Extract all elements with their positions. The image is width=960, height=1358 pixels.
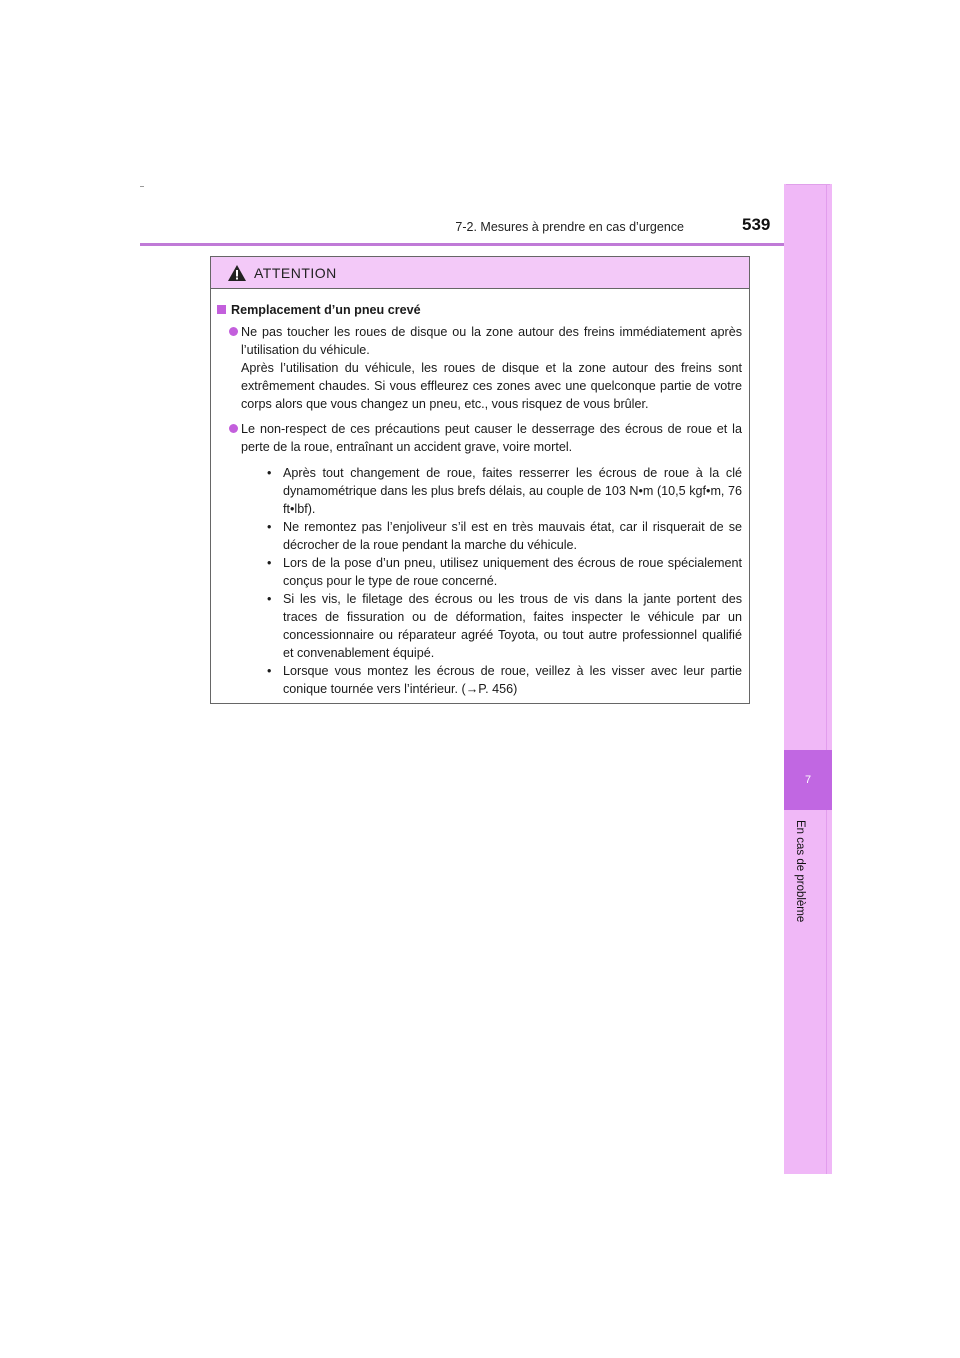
side-tab-divider <box>826 184 827 1174</box>
section-header: 7-2. Mesures à prendre en cas d’urgence <box>455 220 684 234</box>
attention-content <box>211 289 749 698</box>
header-rule <box>140 243 832 246</box>
attention-box <box>210 256 750 704</box>
crop-mark <box>140 186 144 187</box>
chapter-title: En cas de problème <box>794 820 806 923</box>
sub-bullet-marker: • <box>267 664 272 678</box>
sub-list-item <box>241 464 742 518</box>
chapter-side-tab <box>784 184 832 1174</box>
sub-item-text: Après tout changement de roue, faites resserrer les écrous de roue à la clé dynamométrique dans les plus brefs délais, au couple de 103 N•m (10,5 kgf•m, 76 ft•lbf). <box>283 466 742 516</box>
bullet-text: Ne pas toucher les roues de disque ou la zone autour des freins immédiatement après l’utilisation du véhicule. <box>241 325 742 357</box>
sub-bullet-marker: • <box>267 466 272 480</box>
list-item <box>217 420 742 698</box>
section-heading <box>217 301 742 319</box>
bullet-text: Après l’utilisation du véhicule, les roues de disque et la zone autour des freins sont extrêmement chaudes. Si vous effleurez ces zones avec une quelconque partie de votre corps alors que vous changez un pneu, etc., vous risquez de vous brûler. <box>241 361 742 411</box>
sub-bullet-marker: • <box>267 556 272 570</box>
bullet-text: Le non-respect de ces précautions peut causer le desserrage des écrous de roue et la perte de la roue, entraînant un accident grave, voire mortel. <box>241 422 742 454</box>
sub-list-item <box>241 662 742 698</box>
bullet-dot-icon <box>229 424 238 433</box>
sub-list-item <box>241 518 742 554</box>
sub-item-text: Ne remontez pas l’enjoliveur s’il est en très mauvais état, car il risquerait de se décrocher de la roue pendant la marche du véhicule. <box>283 520 742 552</box>
side-tab-edge <box>786 184 830 185</box>
chapter-number: 7 <box>804 774 812 786</box>
sub-item-text: Lorsque vous montez les écrous de roue, veillez à les visser avec leur partie conique tournée vers l’intérieur. (→P. 456) <box>283 664 742 696</box>
list-item <box>217 323 742 413</box>
sub-bullet-marker: • <box>267 592 272 606</box>
attention-header <box>211 257 749 289</box>
sub-item-text: Si les vis, le filetage des écrous ou les trous de vis dans la jante portent des traces de fissuration ou de déformation, faites inspecter le véhicule par un concessionnaire ou réparateur agréé Toyota, ou tout autre professionnel qualifié et convenablement équipé. <box>283 592 742 660</box>
section-heading-text: Remplacement d’un pneu crevé <box>231 303 421 317</box>
square-bullet-icon <box>217 305 226 314</box>
sub-list <box>241 464 742 698</box>
chapter-number-box[interactable] <box>784 750 832 810</box>
page-number: 539 <box>742 215 771 234</box>
sub-bullet-marker: • <box>267 520 272 534</box>
sub-item-text: Lors de la pose d’un pneu, utilisez uniquement des écrous de roue spécialement conçus pour le type de roue concerné. <box>283 556 742 588</box>
warning-triangle-icon <box>227 264 247 282</box>
sub-list-item <box>241 554 742 590</box>
sub-list-item <box>241 590 742 662</box>
attention-title: ATTENTION <box>254 264 337 281</box>
bullet-dot-icon <box>229 327 238 336</box>
